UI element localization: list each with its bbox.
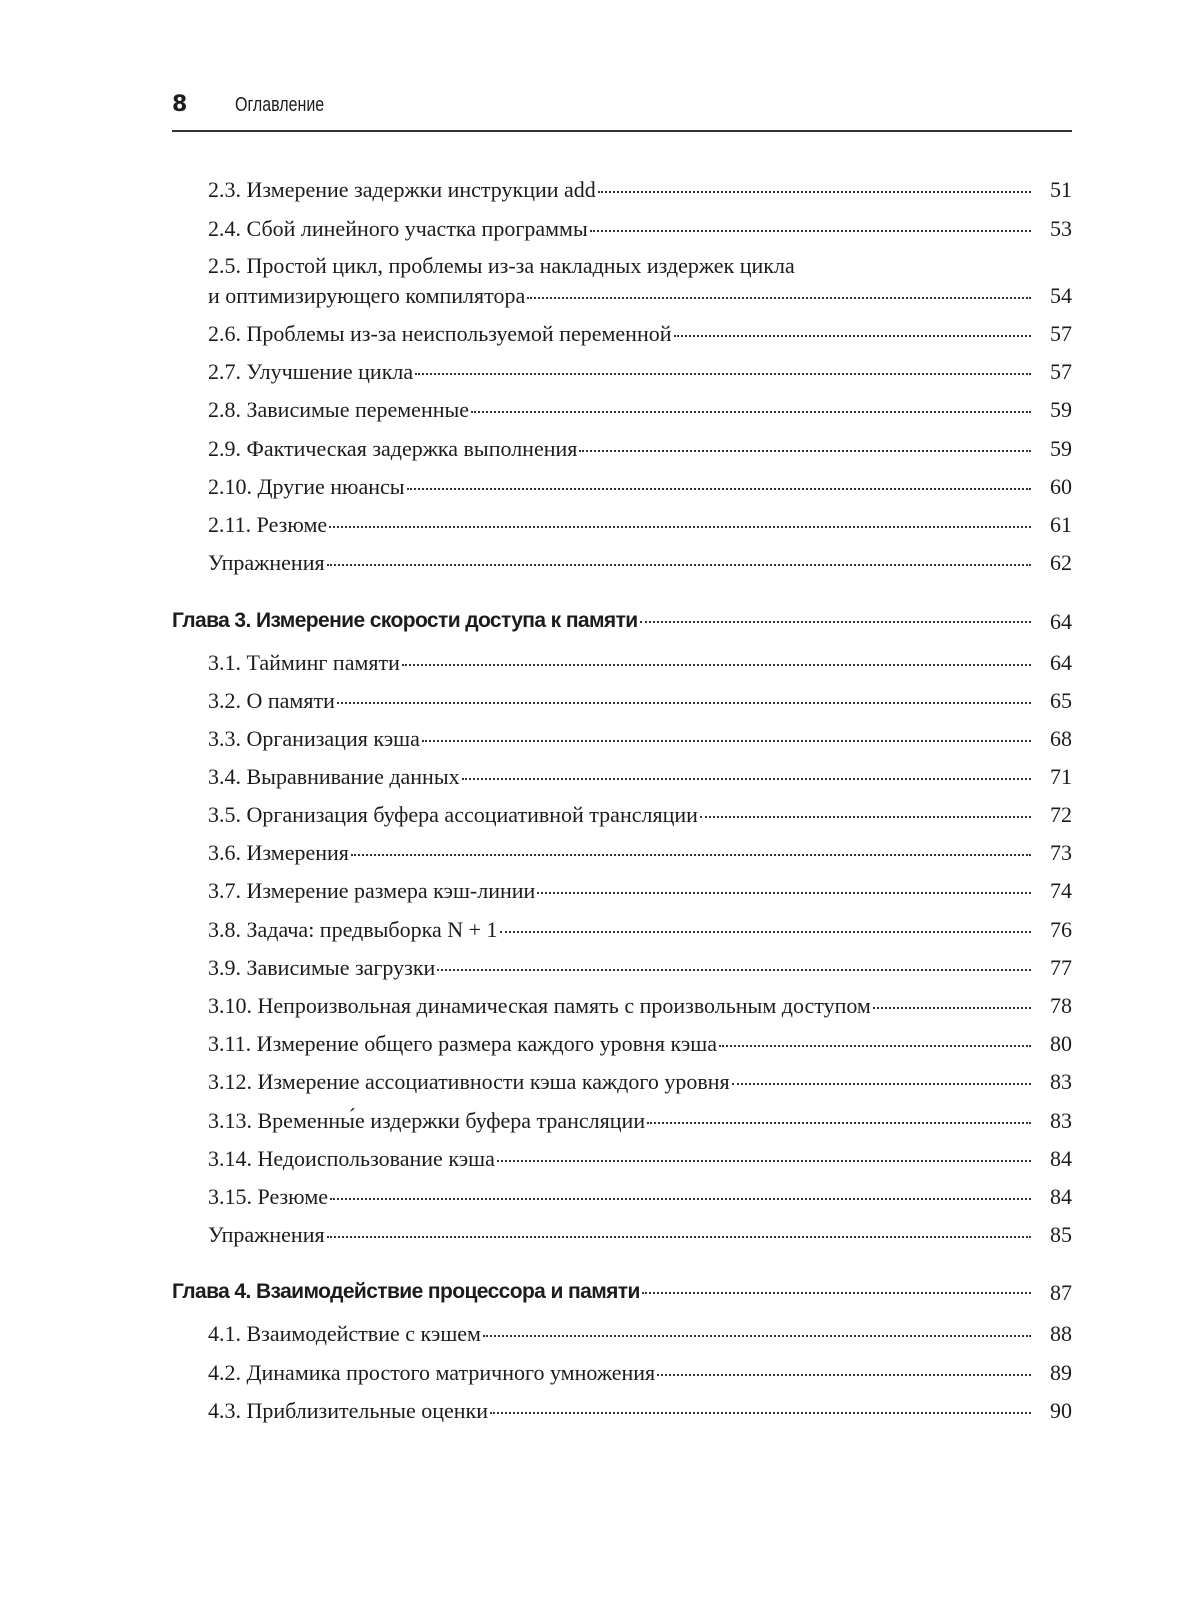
toc-entry-line xyxy=(208,512,1034,538)
dot-leader xyxy=(674,335,1031,337)
toc-entry-title: 4.1. Взаимодействие с кэшем xyxy=(208,1321,481,1346)
toc-entry-page: 85 xyxy=(1050,1222,1072,1247)
toc-entry-page: 68 xyxy=(1050,726,1072,751)
toc-entry-title: 3.13. Временны́е издержки буфера трансляции xyxy=(208,1108,646,1133)
toc-entry-title: 3.12. Измерение ассоциативности кэша каждого уровня xyxy=(208,1069,730,1094)
toc-entry-title: 3.5. Организация буфера ассоциативной трансляции xyxy=(208,802,698,827)
toc-entry-page: 57 xyxy=(1050,359,1072,384)
toc-entry xyxy=(172,436,1072,464)
toc-entry xyxy=(172,1031,1072,1059)
toc-entry-title: 2.8. Зависимые переменные xyxy=(208,397,470,422)
toc-entry-title: 2.4. Сбой линейного участка программы xyxy=(208,216,588,241)
toc-entry-page: 60 xyxy=(1050,474,1072,499)
toc-entry-line xyxy=(208,955,1034,981)
dot-leader xyxy=(579,450,1031,452)
toc-entry-title: 2.11. Резюме xyxy=(208,512,328,537)
toc-entry xyxy=(172,726,1072,754)
toc-entry-line xyxy=(208,764,1034,790)
toc-entry-title: 3.7. Измерение размера кэш-линии xyxy=(208,878,536,903)
dot-leader xyxy=(329,526,1031,528)
toc-entry xyxy=(172,474,1072,502)
dot-leader xyxy=(330,1198,1031,1200)
toc-entry-line xyxy=(208,726,1034,752)
toc-entry-line xyxy=(208,216,1034,242)
toc-entry-page: 57 xyxy=(1050,321,1072,346)
toc-entry-line xyxy=(208,283,1034,309)
dot-leader xyxy=(732,1083,1031,1085)
toc-entry xyxy=(172,253,1072,311)
toc-entry-line xyxy=(208,840,1034,866)
toc-entry-line xyxy=(172,609,1034,633)
toc-entry-page: 72 xyxy=(1050,802,1072,827)
toc-entry-line xyxy=(208,878,1034,904)
toc-entry-page: 89 xyxy=(1050,1360,1072,1385)
toc-entry-page: 64 xyxy=(1050,609,1072,634)
toc-entry-page: 59 xyxy=(1050,397,1072,422)
toc-entry-title: 3.1. Тайминг памяти xyxy=(208,650,400,675)
dot-leader xyxy=(527,297,1031,299)
toc-entry xyxy=(172,955,1072,983)
toc-entry-page: 62 xyxy=(1050,550,1072,575)
dot-leader xyxy=(497,1160,1031,1162)
toc-entry-page: 51 xyxy=(1050,177,1072,202)
dot-leader xyxy=(462,778,1031,780)
toc-entry xyxy=(172,1108,1072,1136)
toc-entry-page: 65 xyxy=(1050,688,1072,713)
toc-entry-title: 2.3. Измерение задержки инструкции add xyxy=(208,177,596,202)
header-rule xyxy=(172,130,1072,132)
dot-leader xyxy=(437,969,1031,971)
toc-entry-page: 53 xyxy=(1050,216,1072,241)
dot-leader xyxy=(642,1292,1031,1294)
toc-entry xyxy=(172,397,1072,425)
toc-entry-page: 59 xyxy=(1050,436,1072,461)
dot-leader xyxy=(337,702,1031,704)
dot-leader xyxy=(640,621,1031,623)
toc-entry-page: 88 xyxy=(1050,1321,1072,1346)
toc-entry-line xyxy=(208,1398,1034,1424)
dot-leader xyxy=(590,230,1031,232)
toc-entry-line xyxy=(208,1108,1034,1134)
toc-entry-page: 73 xyxy=(1050,840,1072,865)
dot-leader xyxy=(500,931,1031,933)
dot-leader xyxy=(415,373,1031,375)
dot-leader xyxy=(351,854,1031,856)
toc-entry xyxy=(172,650,1072,678)
toc-entry-line xyxy=(208,550,1034,576)
toc-entry-page: 76 xyxy=(1050,917,1072,942)
toc-entry xyxy=(172,216,1072,244)
toc-entry-title: Глава 3. Измерение скорости доступа к памяти xyxy=(172,609,638,632)
toc-entry xyxy=(172,1398,1072,1426)
toc-entry xyxy=(172,878,1072,906)
dot-leader xyxy=(402,664,1031,666)
toc-entry-line xyxy=(172,1280,1034,1304)
toc-entry xyxy=(172,802,1072,830)
toc-entry xyxy=(172,1360,1072,1388)
toc-entry-line xyxy=(208,1069,1034,1095)
dot-leader xyxy=(327,1236,1031,1238)
toc-entry-line xyxy=(208,688,1034,714)
toc-entry xyxy=(172,1321,1072,1349)
toc-entry-page: 83 xyxy=(1050,1108,1072,1133)
toc-entry-line xyxy=(208,802,1034,828)
toc-chapter-entry xyxy=(172,609,1072,637)
toc-entry xyxy=(172,840,1072,868)
toc-entry-line xyxy=(208,359,1034,385)
toc-entry-title: 3.6. Измерения xyxy=(208,840,349,865)
dot-leader xyxy=(422,740,1031,742)
toc-entry xyxy=(172,512,1072,540)
toc-entry-line xyxy=(208,1360,1034,1386)
toc-entry-title-line: 2.5. Простой цикл, проблемы из-за накладных издержек цикла xyxy=(208,253,795,278)
toc-entry-title: 3.2. О памяти xyxy=(208,688,335,713)
toc-entry-page: 90 xyxy=(1050,1398,1072,1423)
toc-entry-page: 80 xyxy=(1050,1031,1072,1056)
running-head: Оглавление xyxy=(235,94,325,116)
toc-entry xyxy=(172,359,1072,387)
toc-entry-page: 83 xyxy=(1050,1069,1072,1094)
toc-entry xyxy=(172,993,1072,1021)
toc-entry-line xyxy=(208,1222,1034,1248)
toc-entry-title: 2.6. Проблемы из-за неиспользуемой переменной xyxy=(208,321,672,346)
toc-entry xyxy=(172,177,1072,205)
toc-entry-title: 3.14. Недоиспользование кэша xyxy=(208,1146,495,1171)
toc-entry-page: 71 xyxy=(1050,764,1072,789)
page-number: 8 xyxy=(172,92,188,117)
toc-entry xyxy=(172,688,1072,716)
toc-entry-title: 3.4. Выравнивание данных xyxy=(208,764,460,789)
toc-entry-title: 3.10. Непроизвольная динамическая память с произвольным доступом xyxy=(208,993,871,1018)
toc-entry-title: 2.9. Фактическая задержка выполнения xyxy=(208,436,578,461)
dot-leader xyxy=(657,1374,1031,1376)
toc-entry xyxy=(172,1146,1072,1174)
toc-entry xyxy=(172,917,1072,945)
toc-entry-line xyxy=(208,650,1034,676)
dot-leader xyxy=(407,488,1031,490)
dot-leader xyxy=(327,564,1031,566)
toc-entry-line xyxy=(208,474,1034,500)
toc-entry-page: 78 xyxy=(1050,993,1072,1018)
toc-entry-line xyxy=(208,177,1034,203)
dot-leader xyxy=(598,191,1031,193)
dot-leader xyxy=(490,1412,1031,1414)
toc-entry xyxy=(172,321,1072,349)
dot-leader xyxy=(873,1007,1031,1009)
toc-entry-title: 4.2. Динамика простого матричного умножения xyxy=(208,1360,656,1385)
toc-entry-line xyxy=(208,321,1034,347)
toc-entry-title: 3.8. Задача: предвыборка N + 1 xyxy=(208,917,498,942)
toc-entry-page: 74 xyxy=(1050,878,1072,903)
dot-leader xyxy=(719,1045,1031,1047)
dot-leader xyxy=(483,1335,1031,1337)
toc-entry xyxy=(172,1069,1072,1097)
toc-entry-page: 77 xyxy=(1050,955,1072,980)
toc-entry-title: 3.9. Зависимые загрузки xyxy=(208,955,436,980)
dot-leader xyxy=(647,1122,1031,1124)
toc-entry-title: и оптимизирующего компилятора xyxy=(208,283,526,308)
toc-entry-page: 84 xyxy=(1050,1184,1072,1209)
toc-entry-line xyxy=(208,917,1034,943)
toc-entry-title: 3.15. Резюме xyxy=(208,1184,329,1209)
toc-entry-page: 64 xyxy=(1050,650,1072,675)
toc-entry-title: 3.3. Организация кэша xyxy=(208,726,420,751)
toc-entry-line xyxy=(208,436,1034,462)
toc-entry-line xyxy=(208,993,1034,1019)
toc-entry-line xyxy=(208,1321,1034,1347)
toc-entry-title: 3.11. Измерение общего размера каждого уровня кэша xyxy=(208,1031,717,1056)
toc-chapter-entry xyxy=(172,1280,1072,1308)
toc-entry-line xyxy=(208,1146,1034,1172)
page-header xyxy=(172,88,1072,128)
toc-entry-title: Глава 4. Взаимодействие процессора и памяти xyxy=(172,1280,640,1303)
toc-entry-line xyxy=(208,1031,1034,1057)
toc-entry-page: 54 xyxy=(1050,283,1072,308)
dot-leader xyxy=(537,892,1031,894)
toc-entry-title: Упражнения xyxy=(208,1222,325,1247)
toc-entry-title: 2.7. Улучшение цикла xyxy=(208,359,414,384)
toc-entry xyxy=(172,1222,1072,1250)
toc-entry-line xyxy=(208,1184,1034,1210)
toc-entry xyxy=(172,1184,1072,1212)
toc-entry xyxy=(172,550,1072,578)
toc-entry-line xyxy=(208,397,1034,423)
toc-entry-page: 84 xyxy=(1050,1146,1072,1171)
toc-entry-page: 61 xyxy=(1050,512,1072,537)
toc-entry-title: 2.10. Другие нюансы xyxy=(208,474,405,499)
dot-leader xyxy=(700,816,1031,818)
toc-entry-title: Упражнения xyxy=(208,550,325,575)
toc-entry-page: 87 xyxy=(1050,1280,1072,1305)
toc-entry xyxy=(172,764,1072,792)
dot-leader xyxy=(471,411,1031,413)
toc-entry-title: 4.3. Приблизительные оценки xyxy=(208,1398,489,1423)
